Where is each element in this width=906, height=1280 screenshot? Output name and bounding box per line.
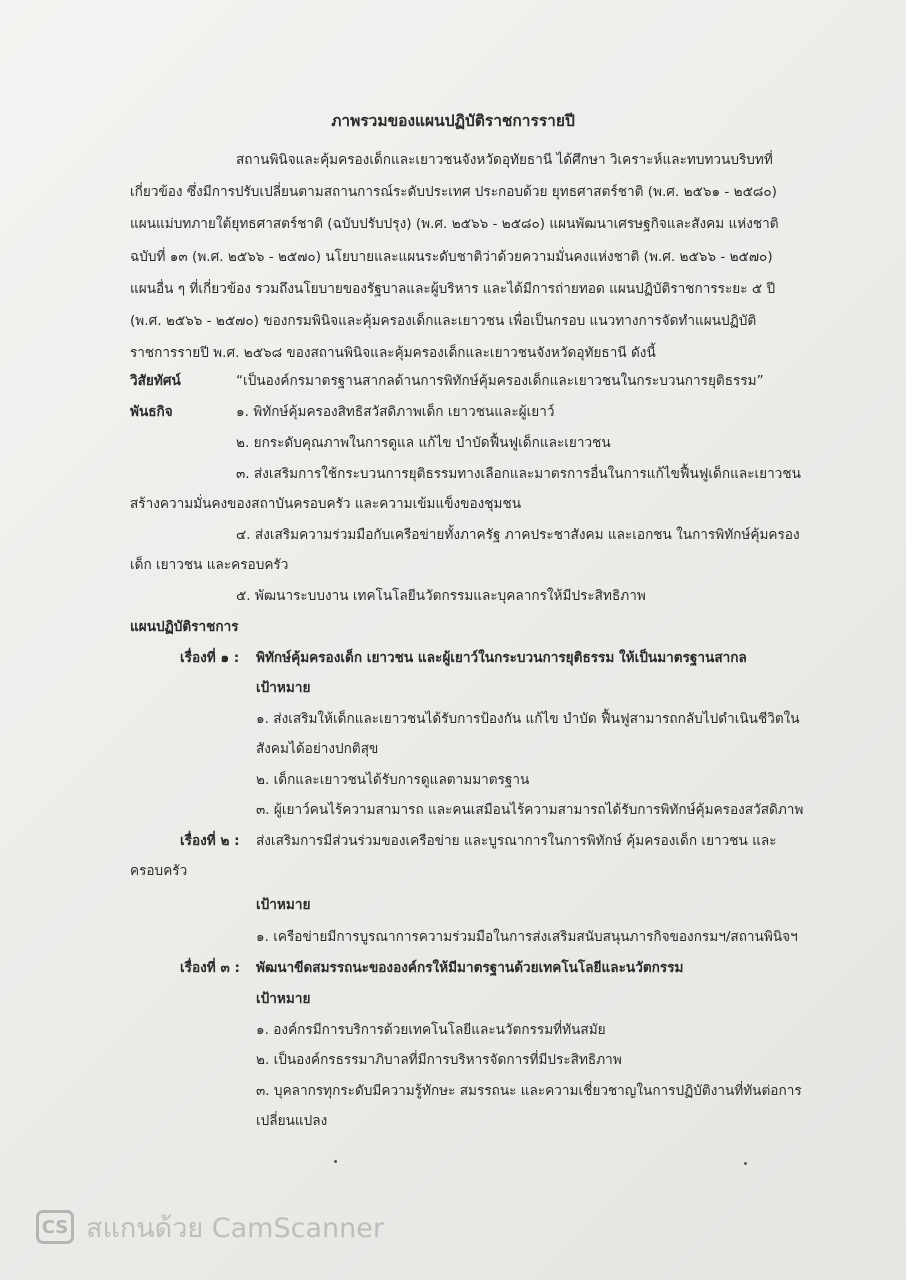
issue-2-goal-label: เป้าหมาย — [256, 897, 311, 913]
issue-1-goal-1: ๑. ส่งเสริมให้เด็กและเยาวชนได้รับการป้องกัน แก้ไข บำบัด ฟื้นฟูสามารถกลับไปดำเนินชีวิตใน — [256, 711, 800, 727]
camscanner-logo-icon: CS — [36, 1210, 74, 1244]
issue-1-title: พิทักษ์คุ้มครองเด็ก เยาวชน และผู้เยาว์ในกระบวนการยุติธรรม ให้เป็นมาตรฐานสากล — [256, 650, 747, 666]
scan-speck — [744, 1162, 747, 1165]
issue-3-goal-3: ๓. บุคลากรทุกระดับมีความรู้ทักษะ สมรรถนะ และความเชี่ยวชาญในการปฏิบัติงานที่ทันต่อการ — [256, 1083, 802, 1099]
intro-line-5: แผนอื่น ๆ ที่เกี่ยวข้อง รวมถึงนโยบายของรัฐบาลและผู้บริหาร และได้มีการถ่ายทอด แผนปฏิบัติราชการระยะ ๕ ปี — [130, 281, 776, 297]
intro-line-2: เกี่ยวข้อง ซึ่งมีการปรับเปลี่ยนตามสถานการณ์ระดับประเทศ ประกอบด้วย ยุทธศาสตร์ชาติ (พ.ศ. ๒๕๖๑ - ๒๕๘๐) — [130, 184, 777, 200]
mission-item-3: ๓. ส่งเสริมการใช้กระบวนการยุติธรรมทางเลือกและมาตรการอื่นในการแก้ไขฟื้นฟูเด็กและเยาวชน — [236, 466, 801, 482]
vision-text: “เป็นองค์กรมาตรฐานสากลด้านการพิทักษ์คุ้มครองเด็กและเยาวชนในกระบวนการยุติธรรม” — [236, 373, 764, 389]
issue-2-label: เรื่องที่ ๒ : — [180, 833, 240, 849]
camscanner-text: สแกนด้วย CamScanner — [86, 1212, 384, 1244]
mission-item-3-cont: สร้างความมั่นคงของสถาบันครอบครัว และความเข้มแข็งของชุมชน — [130, 496, 521, 512]
issue-1-goal-1-cont: สังคมได้อย่างปกติสุข — [256, 741, 379, 757]
page-title: ภาพรวมของแผนปฏิบัติราชการรายปี — [331, 112, 575, 130]
issue-3-goal-label: เป้าหมาย — [256, 991, 311, 1007]
vision-label: วิสัยทัศน์ — [130, 373, 181, 389]
scan-speck — [334, 1160, 337, 1163]
camscanner-watermark — [36, 1207, 384, 1247]
mission-item-2: ๒. ยกระดับคุณภาพในการดูแล แก้ไข บำบัดฟื้นฟูเด็กและเยาวชน — [236, 435, 611, 451]
issue-1-goal-label: เป้าหมาย — [256, 680, 311, 696]
mission-item-1: ๑. พิทักษ์คุ้มครองสิทธิสวัสดิภาพเด็ก เยาวชนและผู้เยาว์ — [236, 404, 555, 420]
issue-3-goal-3-cont: เปลี่ยนแปลง — [256, 1113, 328, 1129]
issue-2-title-cont: ครอบครัว — [130, 863, 188, 879]
issue-1-goal-3: ๓. ผู้เยาว์คนไร้ความสามารถ และคนเสมือนไร้ความสามารถได้รับการพิทักษ์คุ้มครองสวัสดิภาพ — [256, 802, 804, 818]
mission-label: พันธกิจ — [130, 404, 173, 420]
plan-heading: แผนปฏิบัติราชการ — [130, 619, 239, 635]
issue-3-title: พัฒนาขีดสมรรถนะขององค์กรให้มีมาตรฐานด้วยเทคโนโลยีและนวัตกรรม — [256, 960, 684, 976]
intro-line-3: แผนแม่บทภายใต้ยุทธศาสตร์ชาติ (ฉบับปรับปรุง) (พ.ศ. ๒๕๖๖ - ๒๕๘๐) แผนพัฒนาเศรษฐกิจและสังคม แห่งชาติ — [130, 216, 779, 232]
issue-3-goal-1: ๑. องค์กรมีการบริการด้วยเทคโนโลยีและนวัตกรรมที่ทันสมัย — [256, 1022, 606, 1038]
mission-item-5: ๕. พัฒนาระบบงาน เทคโนโลยีนวัตกรรมและบุคลากรให้มีประสิทธิภาพ — [236, 588, 646, 604]
issue-1-label: เรื่องที่ ๑ : — [180, 650, 240, 666]
issue-3-goal-2: ๒. เป็นองค์กรธรรมาภิบาลที่มีการบริหารจัดการที่มีประสิทธิภาพ — [256, 1052, 622, 1068]
issue-2-goal-1: ๑. เครือข่ายมีการบูรณาการความร่วมมือในการส่งเสริมสนับสนุนภารกิจของกรมฯ/สถานพินิจฯ — [256, 929, 798, 945]
mission-item-4: ๔. ส่งเสริมความร่วมมือกับเครือข่ายทั้งภาครัฐ ภาคประชาสังคม และเอกชน ในการพิทักษ์คุ้มครอง — [236, 527, 800, 543]
issue-2-title: ส่งเสริมการมีส่วนร่วมของเครือข่าย และบูรณาการในการพิทักษ์ คุ้มครองเด็ก เยาวชน และ — [256, 833, 777, 849]
issue-1-goal-2: ๒. เด็กและเยาวชนได้รับการดูแลตามมาตรฐาน — [256, 772, 530, 788]
mission-item-4-cont: เด็ก เยาวชน และครอบครัว — [130, 557, 289, 573]
intro-line-4: ฉบับที่ ๑๓ (พ.ศ. ๒๕๖๖ - ๒๕๗๐) นโยบายและแผนระดับชาติว่าด้วยความมั่นคงแห่งชาติ (พ.ศ. ๒๕๖๖ - ๒๕๗๐) — [130, 249, 773, 265]
issue-3-label: เรื่องที่ ๓ : — [180, 960, 240, 976]
intro-line-1: สถานพินิจและคุ้มครองเด็กและเยาวชนจังหวัดอุทัยธานี ได้ศึกษา วิเคราะห์และทบทวนบริบทที่ — [236, 152, 773, 168]
intro-line-7: ราชการรายปี พ.ศ. ๒๕๖๘ ของสถานพินิจและคุ้มครองเด็กและเยาวชนจังหวัดอุทัยธานี ดังนี้ — [130, 345, 656, 361]
intro-line-6: (พ.ศ. ๒๕๖๖ - ๒๕๗๐) ของกรมพินิจและคุ้มครองเด็กและเยาวชน เพื่อเป็นกรอบ แนวทางการจัดทำแผนปฏิบัติ — [130, 313, 757, 329]
